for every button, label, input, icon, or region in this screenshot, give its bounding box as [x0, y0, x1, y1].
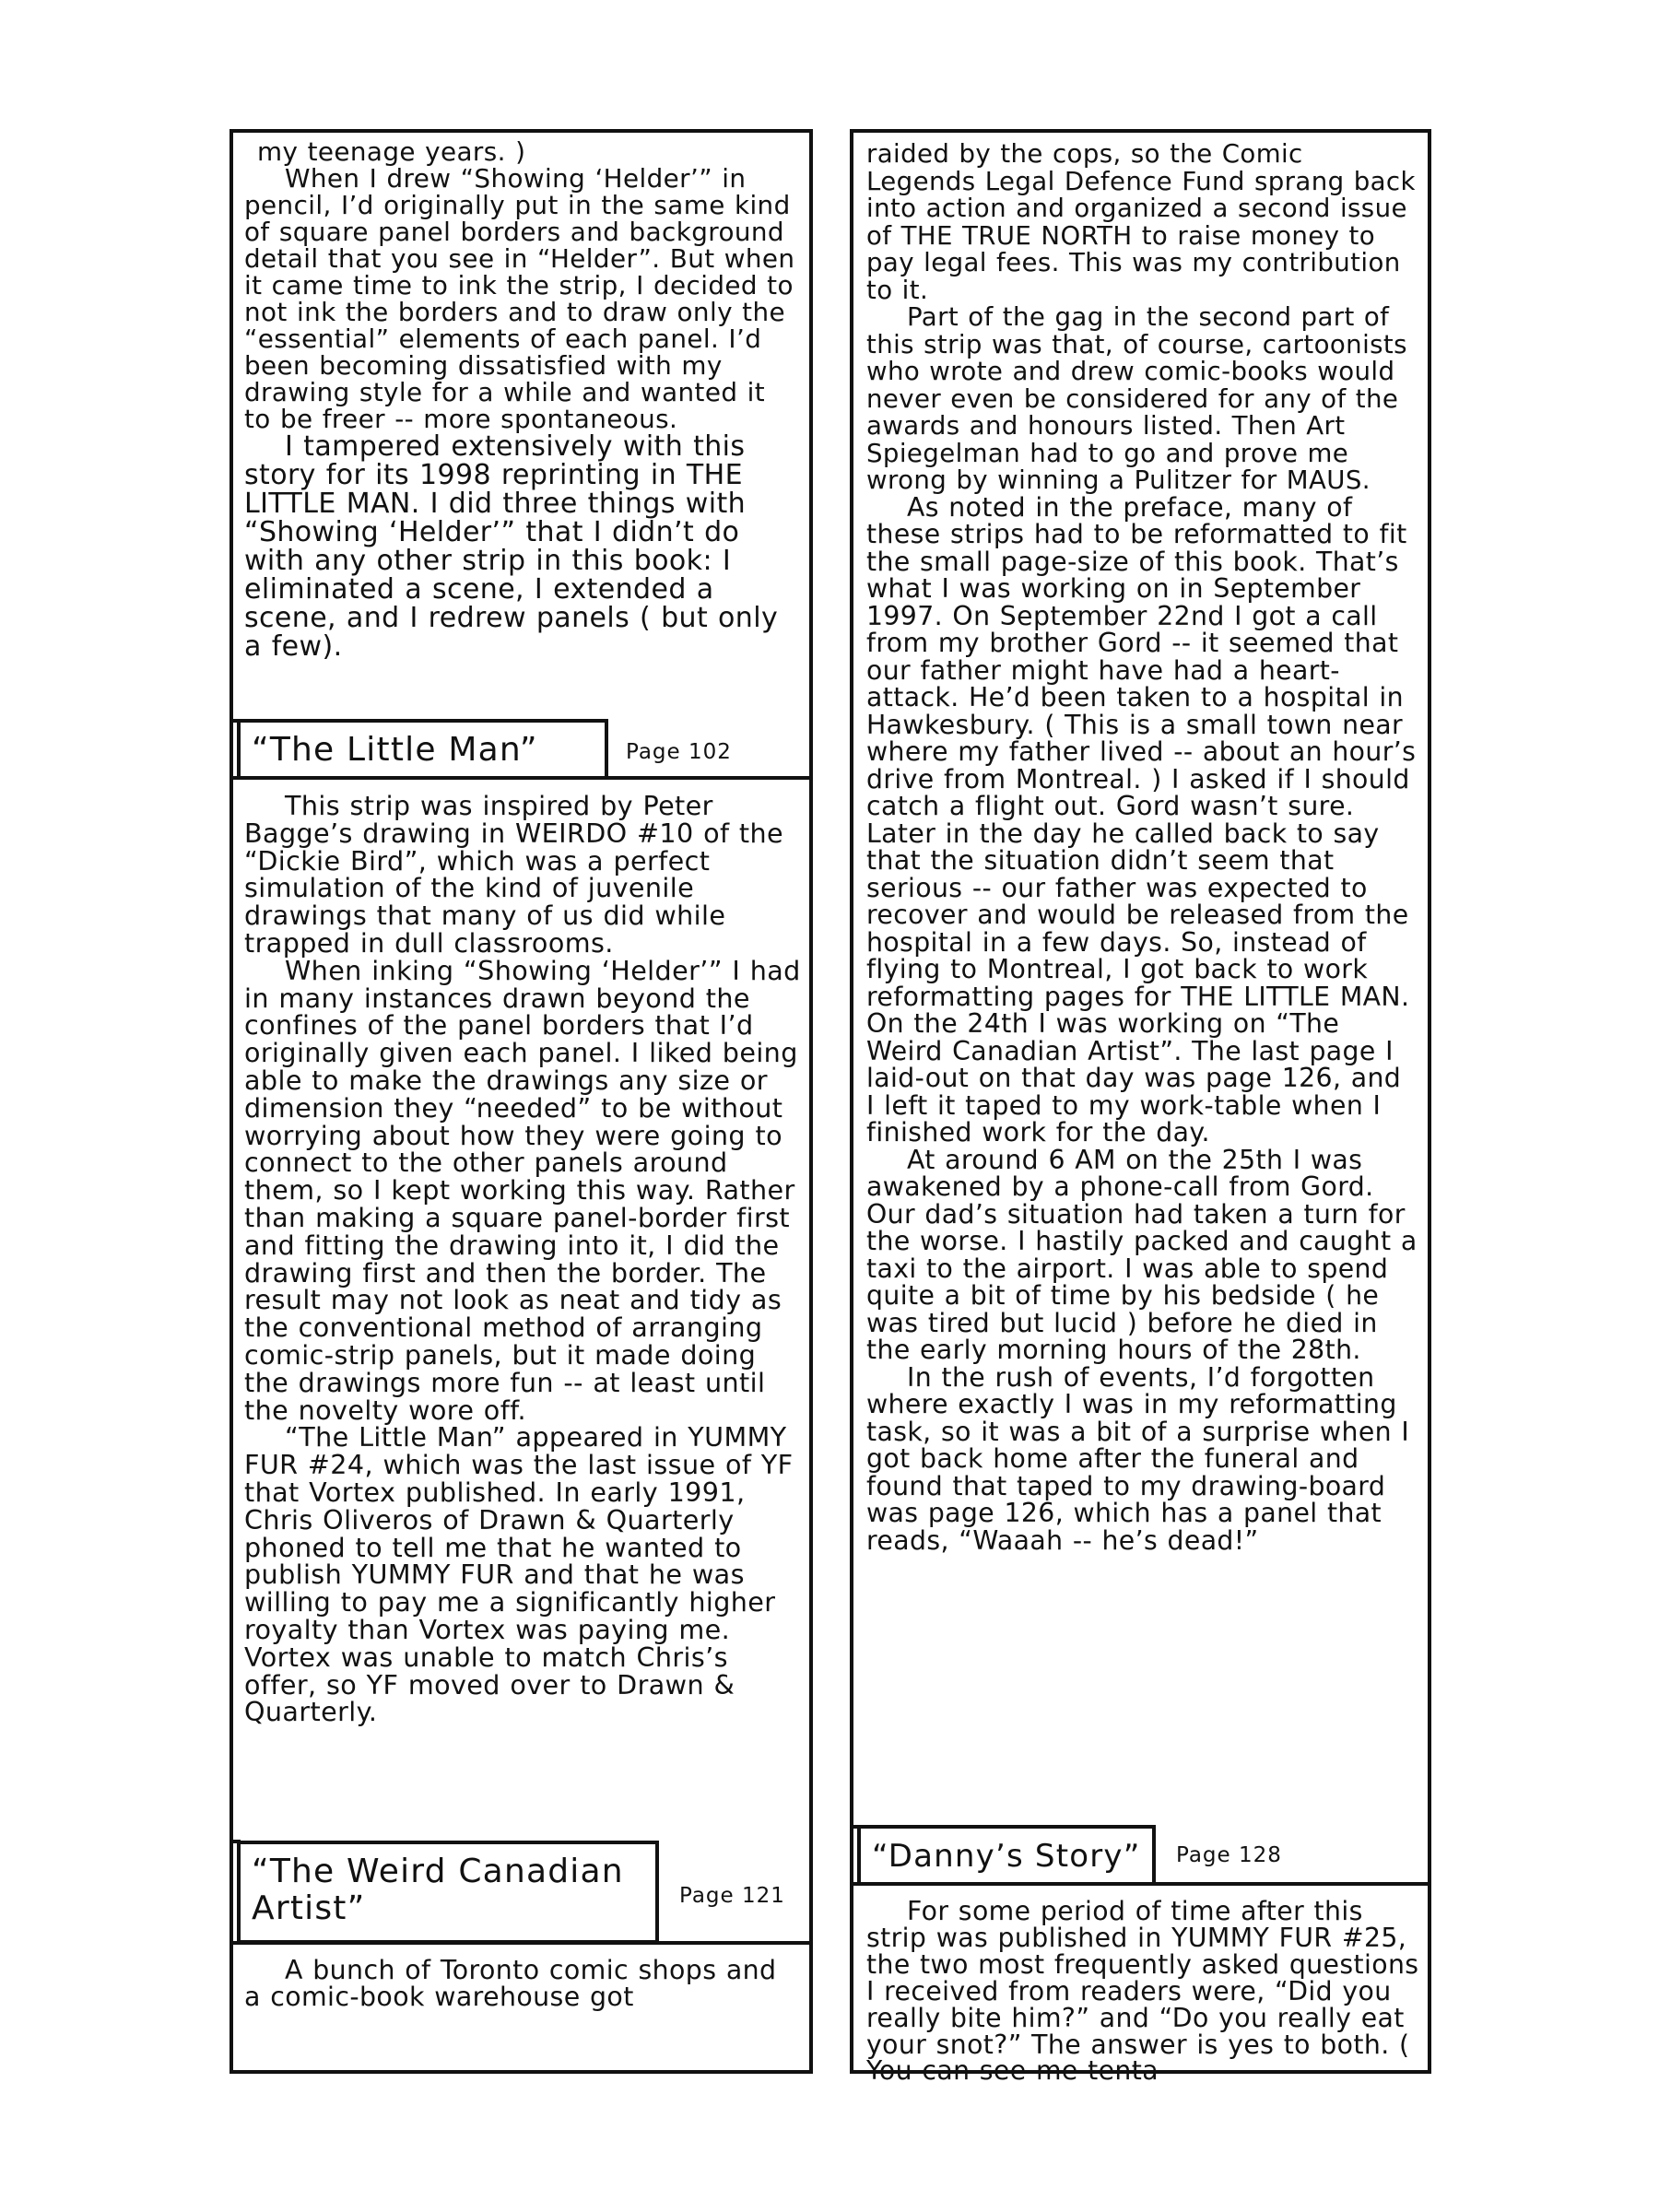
- little-man-text: [244, 790, 801, 1728]
- paragraph: “The Little Man” appeared in YUMMY FUR #24, which was the last issue of YF that Vortex published. In early 1991, Chris Oliveros of Drawn & Quarterly phoned to tell me that he wanted to publish YUMMY FUR and that he was willing to pay me a significantly higher royalty than Vortex was paying me. Vortex was unable to match Chris’s offer, so YF moved over to Drawn & Quarterly.: [244, 1421, 794, 1728]
- paragraph: When inking “Showing ‘Helder’” I had in many instances drawn beyond the confines of the panel borders that I’d originally given each panel. I liked being able to make the drawings any size or dimension they “needed” to be without worrying about how they were going to connect to the other panels around them, so I kept working this way. Rather than making a square panel-border first and fitting the drawing into it, I did the drawing first and then the border. The result may not look as neat and tidy as the conventional method of arranging comic-strip panels, but it made doing the drawings more fun -- at least until the novelty wore off.: [244, 954, 801, 1426]
- page-reference: Page 102: [626, 740, 732, 764]
- right-intro-text: [866, 140, 1418, 1554]
- paragraph: This strip was inspired by Peter Bagge’s drawing in WEIRDO #10 of the “Dickie Bird”, which was a perfect simulation of the kind of juvenile drawings that many of us did while trapped in dull classrooms.: [244, 790, 784, 959]
- paragraph: As noted in the preface, many of these strips had to be reformatted to fit the small page-size of this book. That’s what I was working on in September 1997. On September 22nd I got a call from my brother Gord -- it seemed that our father might have had a heart-attack. He’d been taken to a hospital in Hawkesbury. ( This is a small town near where my father lived -- about an hour’s drive from Montreal. ) I asked if I should catch a flight out. Gord wasn’t sure. Later in the day he called back to say that the situation didn’t seem that serious -- our father was expected to recover and would be released from the hospital in a few days. So, instead of flying to Montreal, I got back to work reformatting pages for THE LITTLE MAN. On the 24th I was working on “The Weird Canadian Artist”. The last page I laid-out on that day was page 126, and I left it taped to my work-table when I finished work for the day.: [866, 491, 1417, 1147]
- paragraph: raided by the cops, so the Comic Legends Legal Defence Fund sprang back into action and organized a second issue of THE TRUE NORTH to raise money to pay legal fees. This was my contribution to it.: [866, 138, 1416, 305]
- paragraph: I tampered extensively with this story for its 1998 reprinting in THE LITTLE MAN. I did three things with “Showing ‘Helder’” that I didn’t do with any other strip in this book: I eliminated a scene, I extended a scene, and I redrew panels ( but only a few).: [244, 430, 779, 663]
- paragraph: my teenage years. ): [257, 136, 526, 167]
- left-column: [229, 129, 813, 2074]
- danny-text: [866, 1896, 1419, 2087]
- section-header-little-man: [237, 719, 608, 780]
- section-divider: [229, 1941, 813, 1945]
- section-title-line: Artist”: [252, 1889, 366, 1927]
- paragraph: At around 6 AM on the 25th I was awakened by a phone-call from Gord. Our dad’s situation had taken a turn for the worse. I hastily packed and caught a taxi to the airport. I was able to spend quite a bit of time by his bedside ( he was tired but lucid ) before he died in the early morning hours of the 28th.: [866, 1144, 1418, 1365]
- paragraph: When I drew “Showing ‘Helder’” in pencil, I’d originally put in the same kind of square panel borders and background detail that you see in “Helder”. But when it came time to ink the strip, I decided to not ink the borders and to draw only the “essential” elements of each panel. I’d been becoming dissatisfied with my drawing style for a while and wanted it to be freer -- more spontaneous.: [244, 163, 795, 434]
- paragraph: For some period of time after this strip was published in YUMMY FUR #25, the two most frequently asked questions I received from readers were, “Did you really bite him?” and “Do you really eat your snot?” The answer is yes to both. ( You can see me tenta-: [866, 1896, 1419, 2087]
- page-reference: Page 121: [679, 1884, 785, 1908]
- paragraph: A bunch of Toronto comic shops and a comic-book warehouse got: [244, 1955, 777, 2012]
- section-title: “Danny’s Story”: [872, 1838, 1141, 1875]
- section-divider: [229, 776, 813, 780]
- section-title: “The Little Man”: [252, 731, 538, 769]
- paragraph: Part of the gag in the second part of this strip was that, of course, cartoonists who wrote and drew comic-books would never even be considered for any of the awards and honours listed. Then Art Spiegelman had to go and prove me wrong by winning a Pulitzer for MAUS.: [866, 301, 1407, 495]
- section-header-weird-canadian: [237, 1841, 659, 1944]
- right-column: [850, 129, 1431, 2087]
- page-reference: Page 128: [1176, 1843, 1282, 1867]
- section-header-danny: [857, 1825, 1156, 1886]
- section-divider: [850, 1882, 1431, 1886]
- left-intro-text: [244, 138, 797, 661]
- paragraph: In the rush of events, I’d forgotten where exactly I was in my reformatting task, so it was a bit of a surprise when I got back home after the funeral and found that taped to my drawing-board was page 126, which has a panel that reads, “Waaah -- he’s dead!”: [866, 1361, 1410, 1556]
- weird-canadian-text: [244, 1955, 797, 2012]
- section-title-line: “The Weird Canadian: [252, 1853, 624, 1890]
